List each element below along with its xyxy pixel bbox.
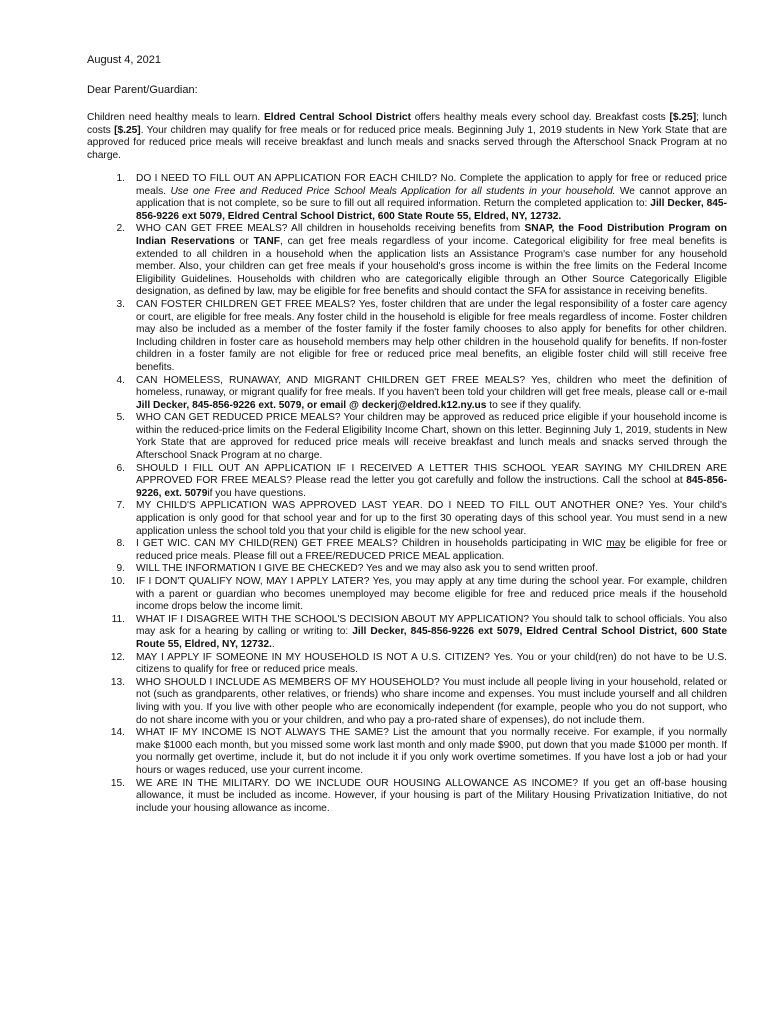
item-number: 10.	[110, 576, 125, 587]
item-number: 8.	[116, 538, 125, 550]
item-text: MAY I APPLY IF SOMEONE IN MY HOUSEHOLD IS NOT A U.S. CITIZEN? Yes. You or your child(ren) do not have to be U.S. citizens to qualify for free or reduced price meals.	[136, 651, 727, 676]
faq-item	[87, 173, 727, 223]
district-name: Eldred Central School District	[263, 112, 411, 123]
faq-item	[87, 614, 727, 652]
letter-date: August 4, 2021	[87, 54, 162, 66]
faq-item	[87, 576, 727, 614]
item-number: 2.	[116, 223, 125, 235]
item-number: 12.	[110, 651, 125, 663]
breakfast-cost: [$.25]	[669, 112, 697, 123]
faq-item	[87, 463, 727, 501]
item-text: be eligible for free or reduced price meals. Please fill out a FREE/REDUCED PRICE MEAL application.	[136, 538, 727, 562]
item-number: 6.	[116, 462, 125, 474]
item-number: 14.	[110, 727, 125, 739]
item-text: IF I DON'T QUALIFY NOW, MAY I APPLY LATER? Yes, you may apply at any time during the school year. For example, children with a parent or guardian who becomes unemployed may become eligible for free and reduced price meals if the household income drops below the income limit.	[136, 576, 727, 613]
item-emphasis: may	[606, 538, 626, 550]
lunch-cost: [$.25]	[114, 124, 141, 136]
letter-greeting: Dear Parent/Guardian:	[87, 84, 198, 96]
item-text: WHO CAN GET REDUCED PRICE MEALS? Your children may be approved as reduced price eligible if your household income is within the reduced-price limits on the Federal Eligibility Income Chart, shown on this letter. Beginning July 1, 2019, students in New York State that are approved for reduced price meals will receive breakfast and lunch meals and snacks served through the Afterschool Snack Program at no charge.	[136, 412, 727, 462]
faq-item	[87, 223, 727, 299]
intro-text: Children need healthy meals to learn.	[87, 112, 264, 123]
faq-list	[87, 173, 727, 815]
item-text: .	[271, 638, 275, 650]
item-number: 11.	[111, 613, 125, 625]
item-text: or	[234, 235, 254, 247]
item-text: to see if they qualify.	[486, 399, 582, 411]
item-text: WHO SHOULD I INCLUDE AS MEMBERS OF MY HOUSEHOLD? You must include all people living in your household, related or not (such as grandparents, other relatives, or friends) who share income and expenses. You must include yourself and all children living with you. If you live with other people who are economically independent (for example, people who you do not support, who do not share income with you or your children, and who pay a pro-rated share of expenses), do not include them.	[136, 676, 727, 726]
contact-info: Jill Decker, 845-856-9226 ext. 5079, or email @ deckerj@eldred.k12.ny.us	[136, 399, 487, 411]
intro-paragraph	[87, 112, 727, 162]
faq-item	[87, 538, 727, 563]
item-text: WHO CAN GET FREE MEALS? All children in households receiving benefits from	[136, 223, 525, 235]
item-text: if you have questions.	[207, 487, 306, 499]
contact-phone: 845-856-9226, ext. 5079	[136, 475, 727, 499]
item-text: SHOULD I FILL OUT AN APPLICATION IF I RECEIVED A LETTER THIS SCHOOL YEAR SAYING MY CHILDREN ARE APPROVED FOR FREE MEALS? Please read the letter you got carefully and follow the instructions. Call the school at	[136, 462, 727, 487]
item-text: DO I NEED TO FILL OUT AN APPLICATION FOR EACH CHILD? No. Complete the application to apply for free or reduced price meals.	[136, 173, 727, 197]
faq-item	[87, 375, 727, 413]
faq-item	[87, 652, 727, 677]
item-number: 1.	[116, 173, 125, 184]
faq-item	[87, 563, 727, 576]
item-number: 9.	[116, 563, 125, 575]
item-text: WHAT IF MY INCOME IS NOT ALWAYS THE SAME? List the amount that you normally receive. For example, if you normally make $1000 each month, but you missed some work last month and only made $900, put down that you made $1000 per month. If you normally get overtime, include it, but do not include it if you only work overtime sometimes. If you have lost a job or had your hours or wages reduced, use your current income.	[136, 727, 727, 776]
faq-item	[87, 412, 727, 462]
contact-info: Jill Decker, 845-856-9226 ext 5079, Eldred Central School District, 600 State Route 55, Eldred, NY, 12732.	[136, 198, 727, 222]
item-text: , can get free meals regardless of your income. Categorical eligibility for free meal benefits is extended to all children in a household when the application lists an Assistance Program's case number for any household member. Also, your children can get free meals if your household's gross income is within the free limits on the Federal Income Eligibility Guidelines. Households with children who are categorically eligible through an Other Source Categorically Eligible designation, as defined by law, may be eligible for free benefits and should contact the SFA for assistance in receiving benefits.	[136, 235, 727, 298]
item-number: 15.	[110, 777, 125, 789]
program-name: SNAP, the Food Distribution Program on Indian Reservations	[136, 223, 728, 247]
intro-text: . Your children may qualify for free meals or for reduced price meals. Beginning July 1, 2019 students in New York State that are approved for reduced price meals will receive breakfast and lunch meals and snacks served through the Afterschool Snack Program at no charge.	[87, 124, 727, 161]
intro-text: ; lunch costs	[87, 112, 728, 136]
item-text: CAN FOSTER CHILDREN GET FREE MEALS? Yes, foster children that are under the legal responsibility of a foster care agency or court, are eligible for free meals. Any foster child in the household is eligible for free meals regardless of income. Foster children may also be included as a member of the foster family if the foster family chooses to also apply for benefits for other children. Including children in foster care as household members may help other children in the household qualify for benefits. If non-foster children in a foster family are not eligible for free or reduced price meal benefits, an eligible foster child will still receive free benefits.	[136, 298, 727, 373]
item-text: WHAT IF I DISAGREE WITH THE SCHOOL'S DECISION ABOUT MY APPLICATION? You should talk to school officials. You also may ask for a hearing by calling or writing to:	[136, 613, 727, 638]
item-text: I GET WIC. CAN MY CHILD(REN) GET FREE MEALS? Children in households participating in WIC	[136, 538, 607, 550]
faq-item	[87, 727, 727, 777]
item-number: 4.	[116, 374, 125, 386]
contact-info: Jill Decker, 845-856-9226 ext 5079, Eldred Central School District, 600 State Route 55, Eldred, NY, 12732.	[136, 626, 727, 650]
program-name: TANF	[253, 235, 280, 247]
faq-item	[87, 677, 727, 727]
item-text: WE ARE IN THE MILITARY. DO WE INCLUDE OUR HOUSING ALLOWANCE AS INCOME? If you get an off-base housing allowance, it must be included as income. However, if your housing is part of the Military Housing Privatization Initiative, do not include your housing allowance as income.	[136, 777, 727, 814]
item-number: 13.	[110, 676, 125, 688]
item-text: CAN HOMELESS, RUNAWAY, AND MIGRANT CHILDREN GET FREE MEALS? Yes, children who meet the definition of homeless, runaway, or migrant qualify for free meals. If you haven't been told your children will get free meals, please call or e-mail	[136, 374, 727, 399]
item-text: MY CHILD'S APPLICATION WAS APPROVED LAST YEAR. DO I NEED TO FILL OUT ANOTHER ONE? Yes. Your child's application is only good for that school year and for up to the first 30 operating days of this school year. You must send in a new application unless the school told you that your child is eligible for the new school year.	[136, 500, 727, 537]
faq-item	[87, 299, 727, 375]
faq-item	[87, 778, 727, 816]
intro-text: offers healthy meals every school day. Breakfast costs	[410, 112, 670, 123]
item-emphasis: Use one Free and Reduced Price School Meals Application for all students in your household.	[170, 185, 616, 197]
item-number: 3.	[116, 298, 125, 310]
item-number: 5.	[116, 412, 125, 424]
item-number: 7.	[116, 500, 125, 512]
faq-item	[87, 500, 727, 538]
item-text: We cannot approve an application that is not complete, so be sure to fill out all required information. Return the completed application to:	[136, 185, 727, 210]
item-text: WILL THE INFORMATION I GIVE BE CHECKED? Yes and we may also ask you to send written proof.	[136, 563, 598, 575]
